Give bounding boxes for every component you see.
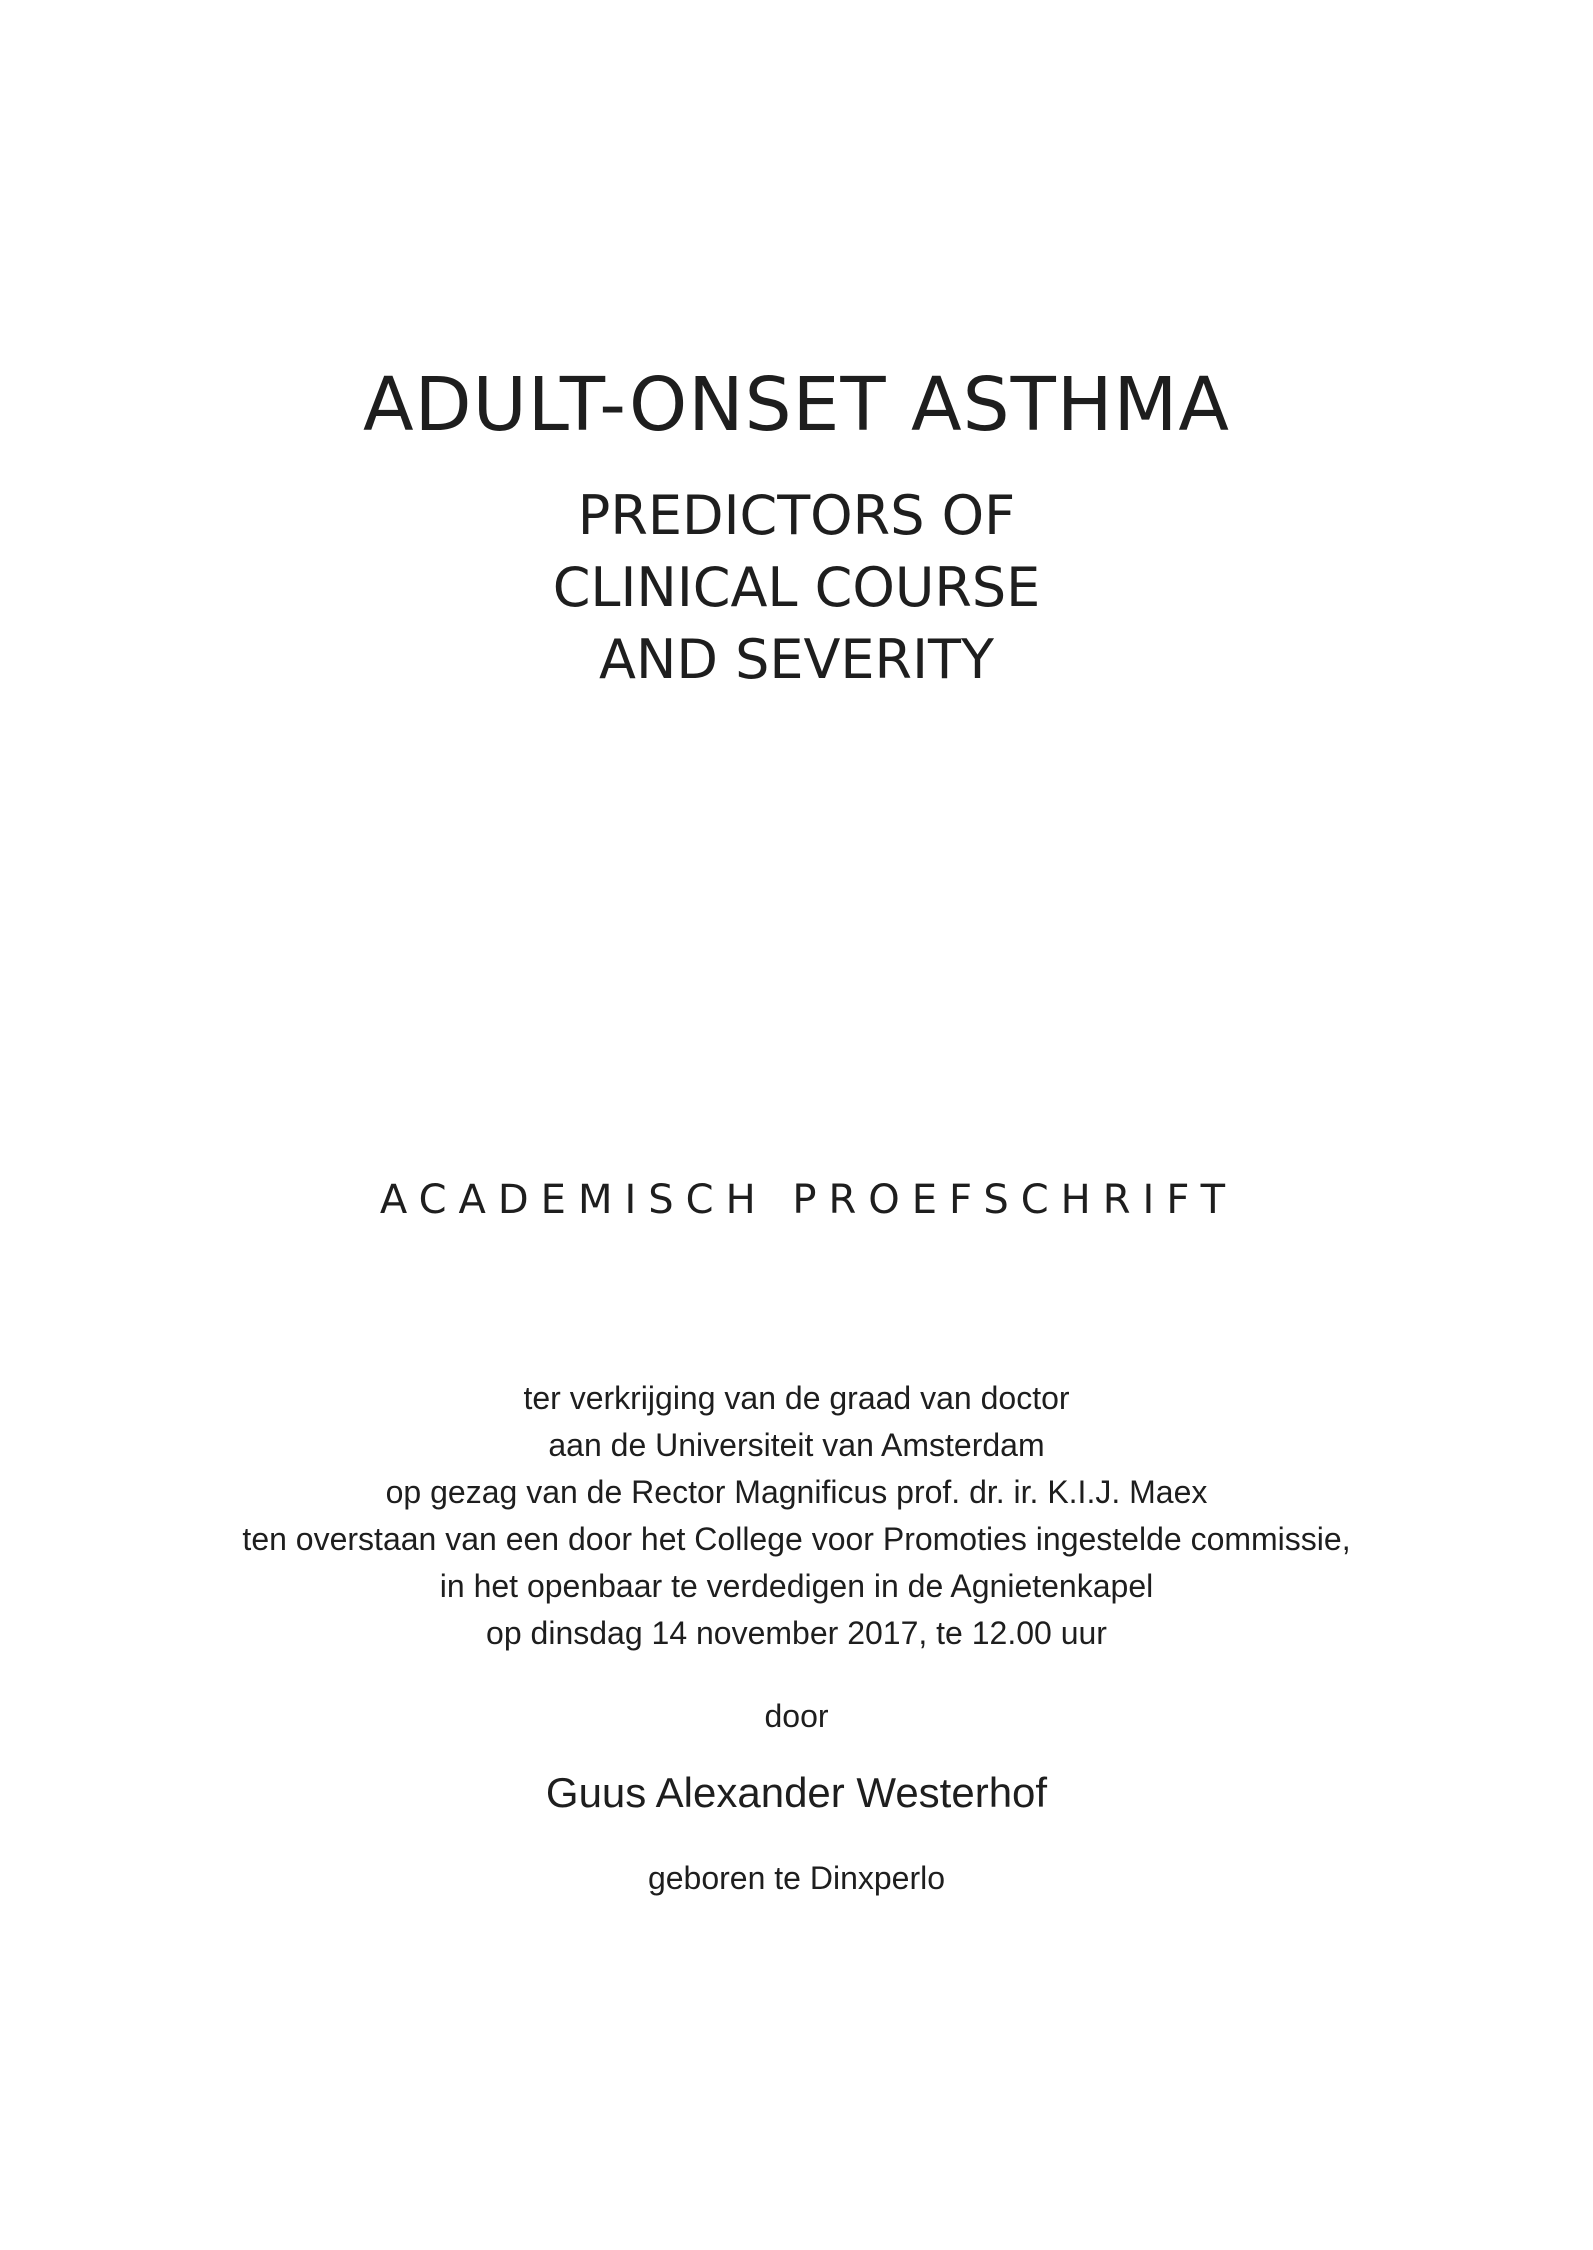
author-name: Guus Alexander Westerhof — [545, 1769, 1048, 1816]
details-line: aan de Universiteit van Amsterdam — [548, 1427, 1045, 1463]
subtitle-line: CLINICAL COURSE — [552, 556, 1041, 619]
details-line: op dinsdag 14 november 2017, te 12.00 uur — [486, 1615, 1107, 1651]
thesis-subtitle — [0, 480, 1593, 696]
by-label: door — [764, 1698, 829, 1734]
degree-type-heading: ACADEMISCH PROEFSCHRIFT — [379, 1177, 1238, 1223]
details-line: op gezag van de Rector Magnificus prof. dr. ir. K.I.J. Maex — [385, 1474, 1208, 1510]
degree-details — [0, 1375, 1593, 1657]
birthplace-line: geboren te Dinxperlo — [647, 1860, 946, 1896]
details-line: ter verkrijging van de graad van doctor — [523, 1380, 1070, 1416]
details-line: in het openbaar te verdedigen in de Agnietenkapel — [439, 1568, 1154, 1604]
subtitle-line: PREDICTORS OF — [577, 484, 1016, 547]
details-line: ten overstaan van een door het College voor Promoties ingestelde commissie, — [242, 1521, 1351, 1557]
thesis-title: ADULT-ONSET ASTHMA — [363, 362, 1230, 448]
subtitle-line: AND SEVERITY — [599, 628, 994, 691]
